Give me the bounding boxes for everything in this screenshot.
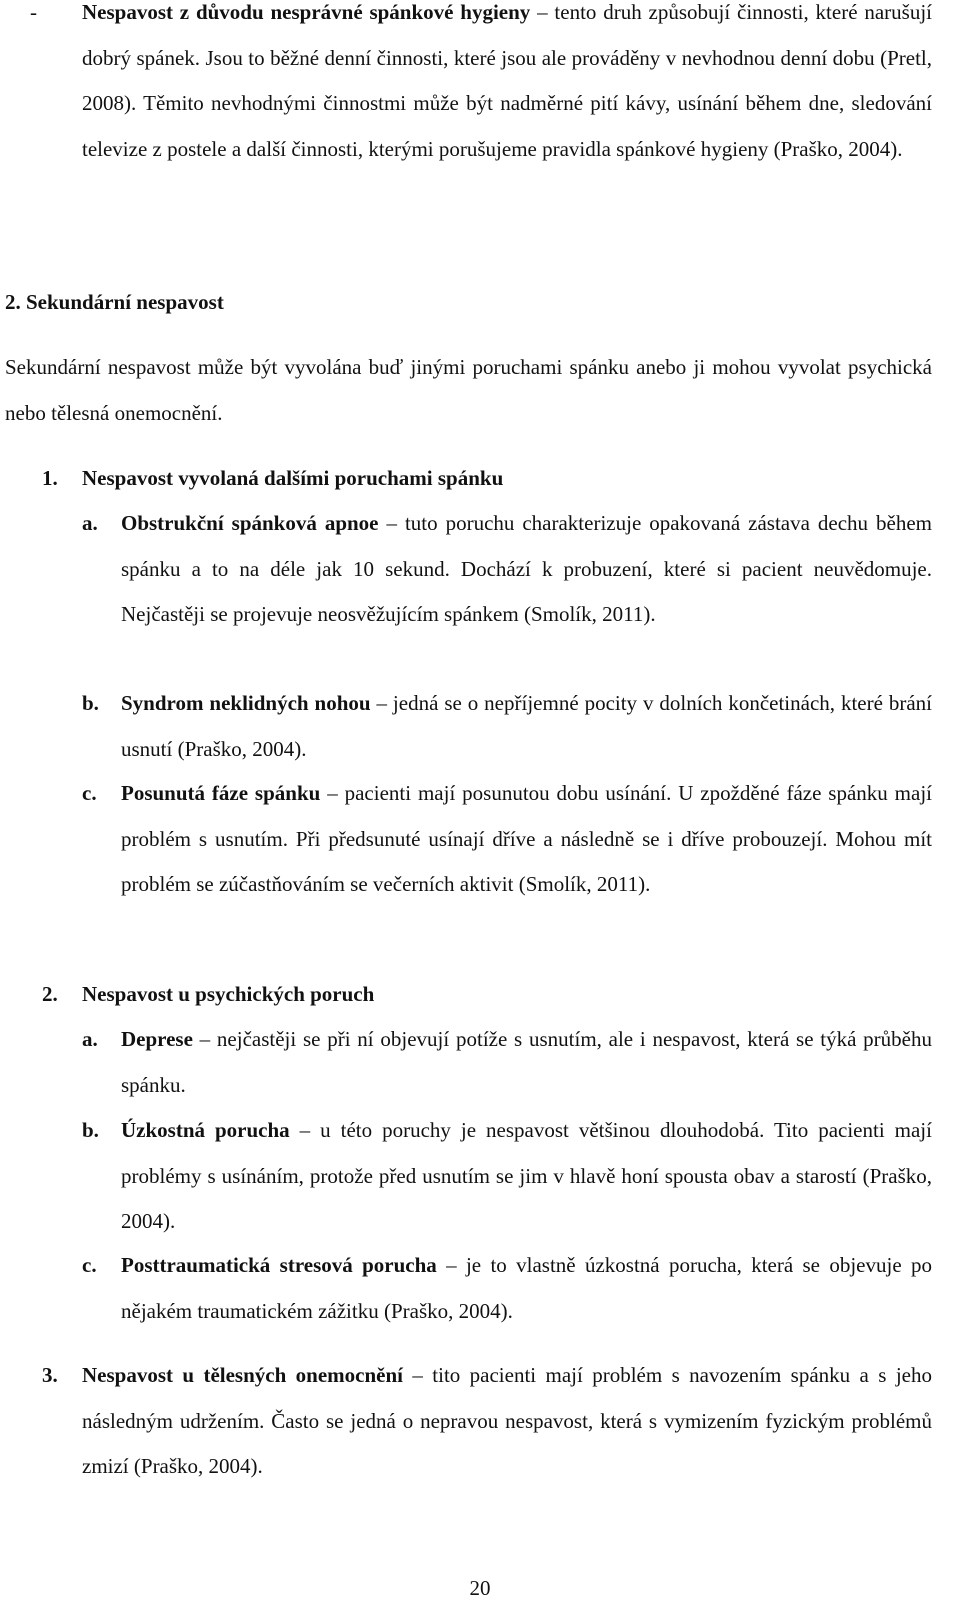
item-letter: a. xyxy=(82,1027,98,1051)
section-heading: 2. Sekundární nespavost xyxy=(5,290,224,314)
item-letter: a. xyxy=(82,511,98,535)
group-number: 3. xyxy=(42,1363,58,1387)
list-item xyxy=(121,771,932,908)
page-number: 20 xyxy=(469,1576,491,1600)
list-item-title: Posunutá fáze spánku xyxy=(121,781,321,805)
item-letter: c. xyxy=(82,781,97,805)
list-item-title: Deprese xyxy=(121,1027,193,1051)
list-bullet: - xyxy=(30,0,37,24)
group-heading: Nespavost u psychických poruch xyxy=(82,982,375,1006)
list-item xyxy=(82,1353,932,1490)
group-heading: Nespavost u tělesných onemocnění xyxy=(82,1363,403,1387)
list-item xyxy=(121,1108,932,1245)
list-item-title: Obstrukční spánková apnoe xyxy=(121,511,379,535)
list-item-text: – tito pacienti mají problém s navozením spánku a s jeho následným udržením. Často se jedná o nepravou nespavost, která s vymizením fyzickým problémů zmizí (Praško, 2004). xyxy=(82,1363,932,1478)
list-item-text: – pacienti mají posunutou dobu usínání. U zpožděné fáze spánku mají problém s usnutím. Při předsunuté usínají dříve a následně se i dříve probouzejí. Mohou mít problém se zúčastňováním se večerních aktivit (Smolík, 2011). xyxy=(121,781,932,896)
list-item xyxy=(121,501,932,638)
list-item xyxy=(121,681,932,772)
item-letter: b. xyxy=(82,691,99,715)
list-item-title: Úzkostná porucha xyxy=(121,1118,290,1142)
list-item-text: – nejčastěji se při ní objevují potíže s usnutím, ale i nespavost, která se týká průběhu spánku. xyxy=(121,1027,932,1097)
list-item-title: Nespavost z důvodu nesprávné spánkové hygieny xyxy=(82,0,531,24)
list-item-text: – u této poruchy je nespavost většinou dlouhodobá. Tito pacienti mají problémy s usínáním, protože před usnutím se jim v hlavě honí spousta obav a starostí (Praško, 2004). xyxy=(121,1118,932,1233)
list-item-title: Syndrom neklidných nohou xyxy=(121,691,371,715)
list-item xyxy=(121,1243,932,1334)
group-number: 2. xyxy=(42,982,58,1006)
list-item-title: Posttraumatická stresová porucha xyxy=(121,1253,437,1277)
list-item-text: – tuto poruchu charakterizuje opakovaná zástava dechu během spánku a to na déle jak 10 sekund. Dochází k probuzení, které si pacient neuvědomuje. Nejčastěji se projevuje neosvěžujícím spánkem (Smolík, 2011). xyxy=(121,511,932,626)
item-letter: c. xyxy=(82,1253,97,1277)
list-item xyxy=(121,1017,932,1108)
list-item-text: – jedná se o nepříjemné pocity v dolních končetinách, které brání usnutí (Praško, 2004). xyxy=(121,691,932,761)
section-paragraph: Sekundární nespavost může být vyvolána buď jinými poruchami spánku anebo ji mohou vyvolat psychická nebo tělesná onemocnění. xyxy=(5,355,932,425)
item-letter: b. xyxy=(82,1118,99,1142)
group-heading: Nespavost vyvolaná dalšími poruchami spánku xyxy=(82,466,504,490)
list-item-text: – tento druh způsobují činnosti, které narušují dobrý spánek. Jsou to běžné denní činnosti, které jsou ale prováděny v nevhodnou denní dobu (Pretl, 2008). Těmito nevhodnými činnostmi může být nadměrné pití kávy, usínání během dne, sledování televize z postele a další činnosti, kterými porušujeme pravidla spánkové hygieny (Praško, 2004). xyxy=(82,0,932,161)
group-number: 1. xyxy=(42,466,58,490)
list-item-text: – je to vlastně úzkostná porucha, která se objevuje po nějakém traumatickém zážitku (Praško, 2004). xyxy=(121,1253,932,1323)
list-item xyxy=(82,0,932,172)
